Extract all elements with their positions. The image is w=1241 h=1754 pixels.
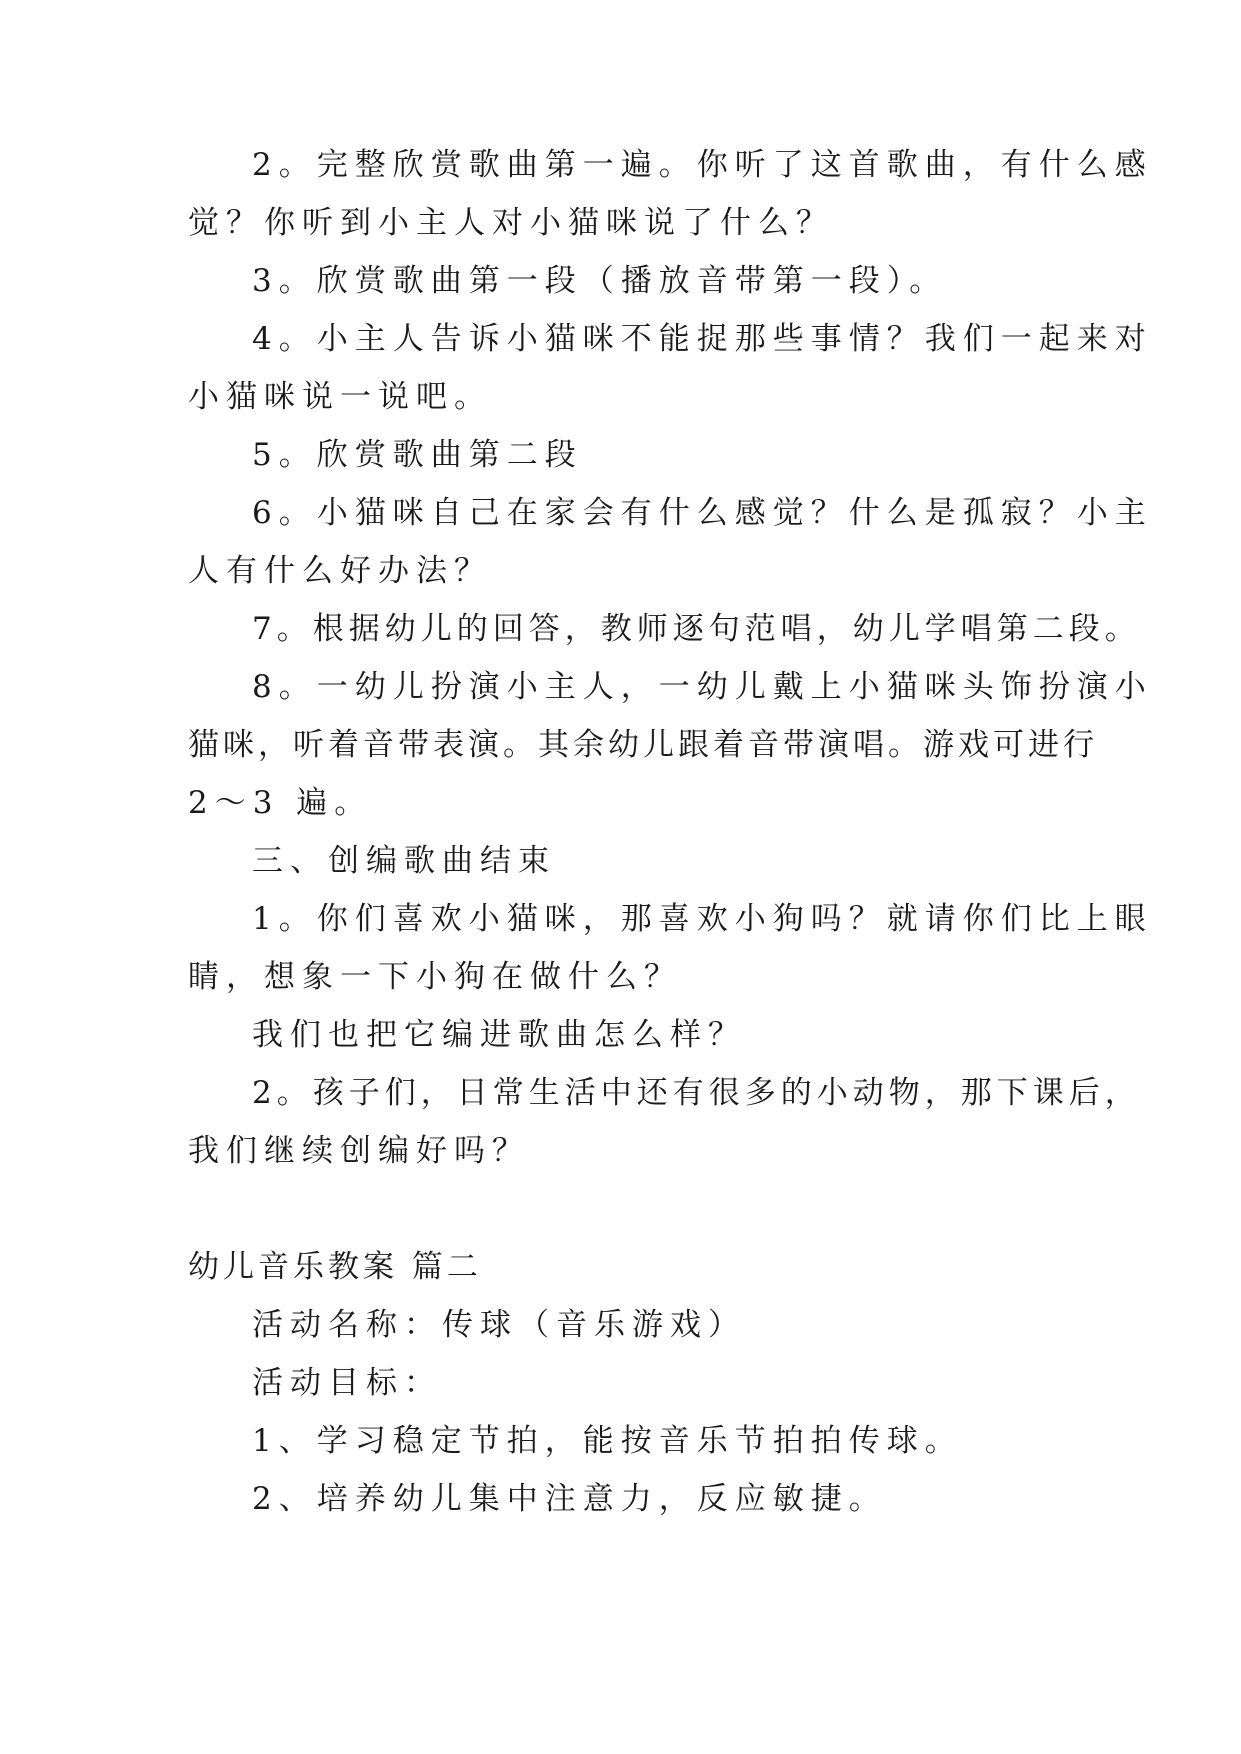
paragraph-line: 2。完整欣赏歌曲第一遍。你听了这首歌曲，有什么感 (252, 147, 1153, 183)
paragraph-line: 1、学习稳定节拍，能按音乐节拍拍传球。 (252, 1423, 963, 1459)
paragraph-line: 小猫咪说一说吧。 (188, 379, 492, 415)
paragraph-line: 7。根据幼儿的回答，教师逐句范唱，幼儿学唱第二段。 (252, 611, 1141, 647)
document-body (188, 136, 1153, 1528)
paragraph-line: 8。一幼儿扮演小主人，一幼儿戴上小猫咪头饰扮演小 (252, 669, 1153, 705)
paragraph-line: 活动目标： (252, 1365, 442, 1401)
paragraph-line: 2。孩子们，日常生活中还有很多的小动物，那下课后， (252, 1075, 1141, 1111)
paragraph-line: 2～3 遍。 (188, 785, 373, 821)
section-heading: 三、创编歌曲结束 (252, 843, 556, 879)
section-title: 幼儿音乐教案 篇二 (188, 1249, 482, 1285)
paragraph-line: 活动名称：传球（音乐游戏） (252, 1307, 746, 1343)
blank-line (188, 1180, 1068, 1238)
paragraph-line: 2、培养幼儿集中注意力，反应敏捷。 (252, 1481, 887, 1517)
paragraph-line: 我们也把它编进歌曲怎么样？ (252, 1017, 746, 1053)
paragraph-line: 5。欣赏歌曲第二段 (252, 437, 583, 473)
paragraph-line: 1。你们喜欢小猫咪，那喜欢小狗吗？就请你们比上眼 (252, 901, 1153, 937)
paragraph-line: 3。欣赏歌曲第一段（播放音带第一段）。 (252, 263, 948, 299)
paragraph-line: 猫咪，听着音带表演。其余幼儿跟着音带演唱。游戏可进行 (188, 727, 1098, 763)
paragraph-line: 我们继续创编好吗？ (188, 1133, 530, 1169)
paragraph-line: 睛，想象一下小狗在做什么？ (188, 959, 682, 995)
paragraph-line: 6。小猫咪自己在家会有什么感觉？什么是孤寂？小主 (252, 495, 1153, 531)
paragraph-line: 人有什么好办法？ (188, 553, 492, 589)
paragraph-line: 觉？你听到小主人对小猫咪说了什么？ (188, 205, 834, 241)
paragraph-line: 4。小主人告诉小猫咪不能捉那些事情？我们一起来对 (252, 321, 1153, 357)
